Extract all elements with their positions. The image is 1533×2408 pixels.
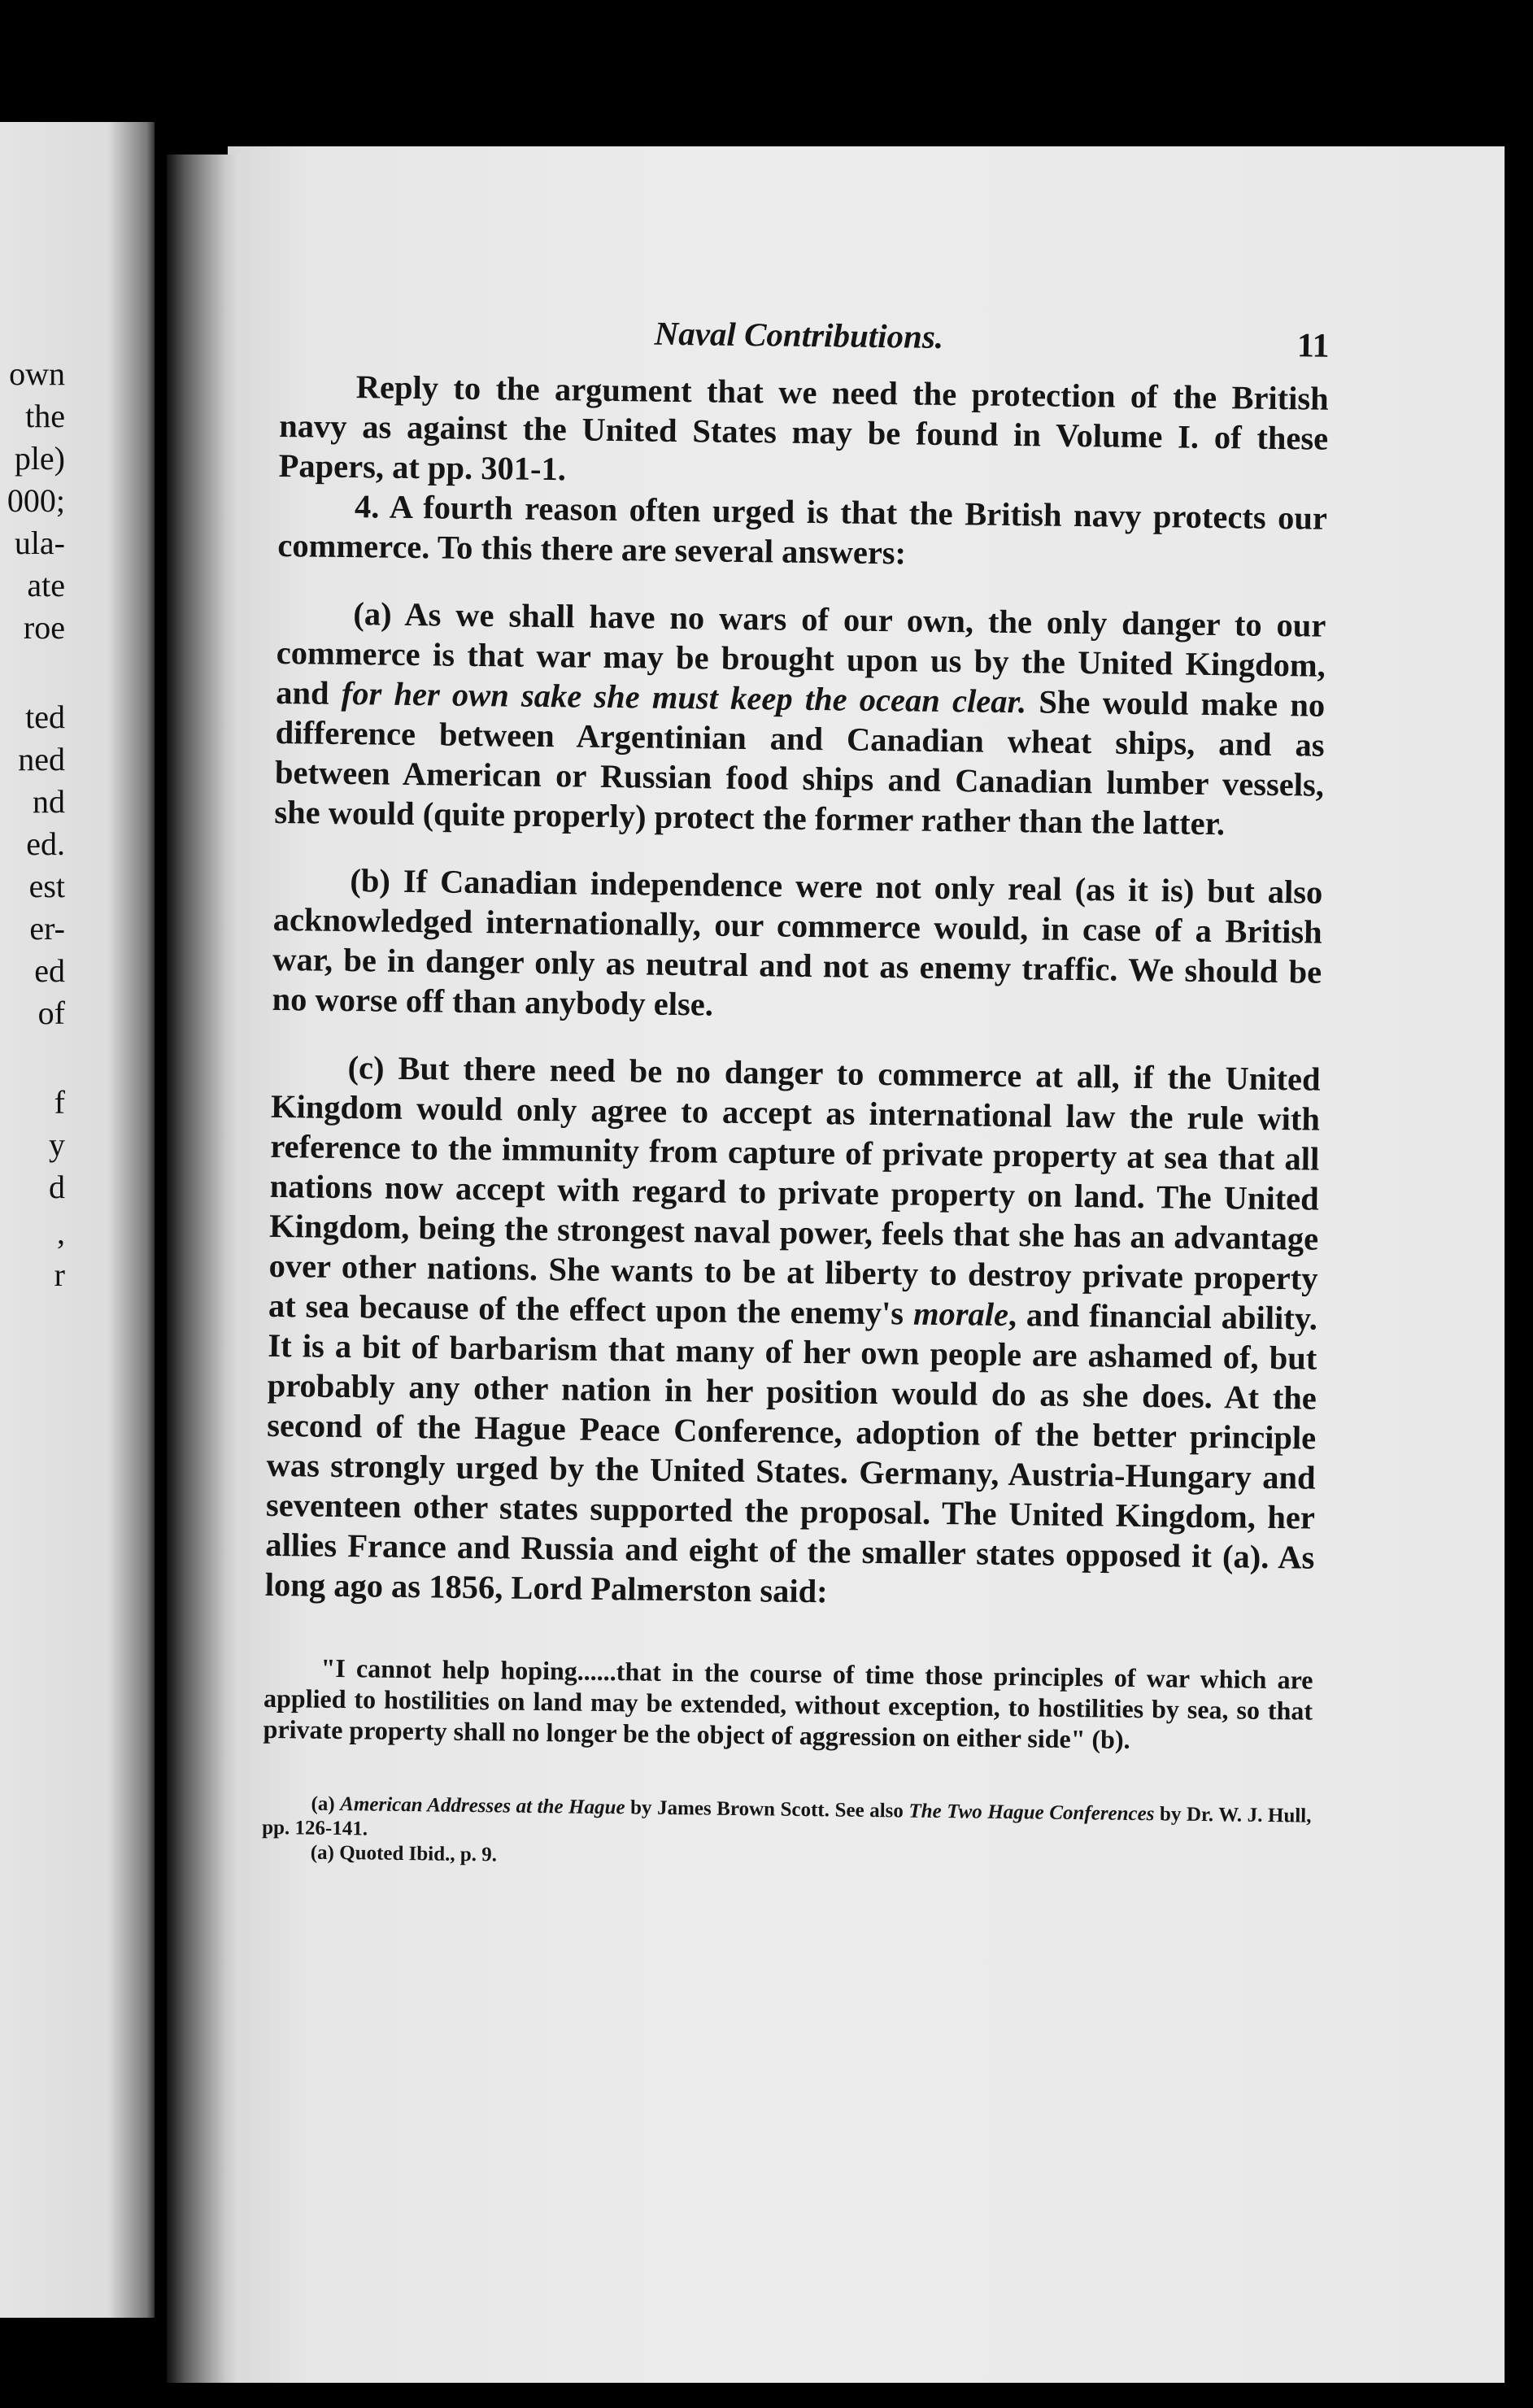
emphasis-text: for her own sake she must keep the ocean clear.	[341, 674, 1027, 721]
facing-page-fragment: 000;	[7, 482, 65, 519]
facing-page-fragment: ed.	[26, 825, 65, 862]
facing-page-fragment: est	[28, 868, 65, 904]
paragraph-answer-b: (b) If Canadian independence were not only real (as it is) but also acknowledged internationally, our commerce would, in case of a British war, be in danger only as neutral and not as enemy traffic. We should be no worse off than anybody else.	[272, 862, 1323, 1023]
paragraph-answer-a: (a) As we shall have no wars of our own, the only danger to our commerce is that war may be brought upon us by the United Kingdom, and for her own sake she must keep the ocean clear. She would make no difference between Argentinian and Canadian wheat ships, and as between American or Russian food ships and Canadian lumber vessels, she would (quite properly) protect the former rather than the latter.	[274, 595, 1326, 843]
facing-page-fragment: ted	[25, 699, 65, 735]
facing-page-fragment: ,	[57, 1214, 65, 1251]
paragraph-fourth-reason: 4. A fourth reason often urged is that the British navy protects our commerce. To this there are several answers:	[277, 488, 1328, 572]
facing-page-fragment: own	[9, 355, 65, 392]
facing-page-fragment: roe	[23, 609, 65, 646]
facing-page-edge	[0, 122, 155, 2318]
facing-page-fragment: of	[37, 995, 65, 1031]
block-quote: "I cannot help hoping......that in the course of time those principles of war which are applied to hostilities on land may be extended, without exception, to hostilities by sea, so that private property shall no longer be the object of aggression on either side" (b).	[263, 1653, 1313, 1754]
emphasis-text: morale	[912, 1295, 1009, 1334]
paragraph-answer-c: (c) But there need be no danger to commerce at all, if the United Kingdom would only agree to accept as international law the rule with reference to the immunity from capture of private property at sea that all nations now accept with regard to private property on land. The United Kingdom, being the strongest naval power, feels that she has an advantage over other nations. She wants to be at liberty to destroy private property at sea because of the effect upon the enemy's morale, and financial ability. It is a bit of barbarism that many of her own people are ashamed of, but probably any other nation in her position would do as she does. At the second of the Hague Peace Conference, adoption of the better principle was strongly urged by the United States. Germany, Austria-Hungary and seventeen other states supported the proposal. The United Kingdom, her allies France and Russia and eight of the smaller states opposed it (a). As long ago as 1856, Lord Palmerston said:	[264, 1049, 1321, 1610]
facing-page-fragment: the	[25, 398, 65, 434]
footnotes	[262, 1792, 1312, 1878]
facing-page-fragment: ula-	[14, 525, 65, 561]
facing-page-fragment: ed	[34, 952, 65, 989]
facing-page-fragment: er-	[29, 910, 65, 947]
facing-page-fragment: ple)	[14, 440, 65, 477]
binding-gutter	[167, 155, 240, 2383]
page-number: 11	[1296, 327, 1330, 365]
paragraph-reply: Reply to the argument that we need the protection of the British navy as against the United States may be found in Volume I. of these Papers, at pp. 301-1.	[278, 368, 1330, 488]
facing-page-fragment: ate	[27, 567, 65, 603]
facing-page-fragment: r	[54, 1256, 65, 1293]
footnote-a: (a) American Addresses at the Hague by James Brown Scott. See also The Two Hague Conferences by Dr. W. J. Hull, pp. 126-141.	[262, 1792, 1312, 1840]
footnote-b: (a) Quoted Ibid., p. 9.	[310, 1841, 498, 1866]
facing-page-fragment: d	[49, 1169, 65, 1205]
page-text-block	[262, 309, 1330, 1878]
facing-page-fragment: nd	[33, 783, 65, 820]
facing-page-fragment: f	[54, 1084, 65, 1121]
facing-page-fragment: y	[49, 1126, 65, 1163]
facing-page-fragment: ned	[18, 741, 65, 777]
running-title: Naval Contributions.	[654, 314, 944, 355]
